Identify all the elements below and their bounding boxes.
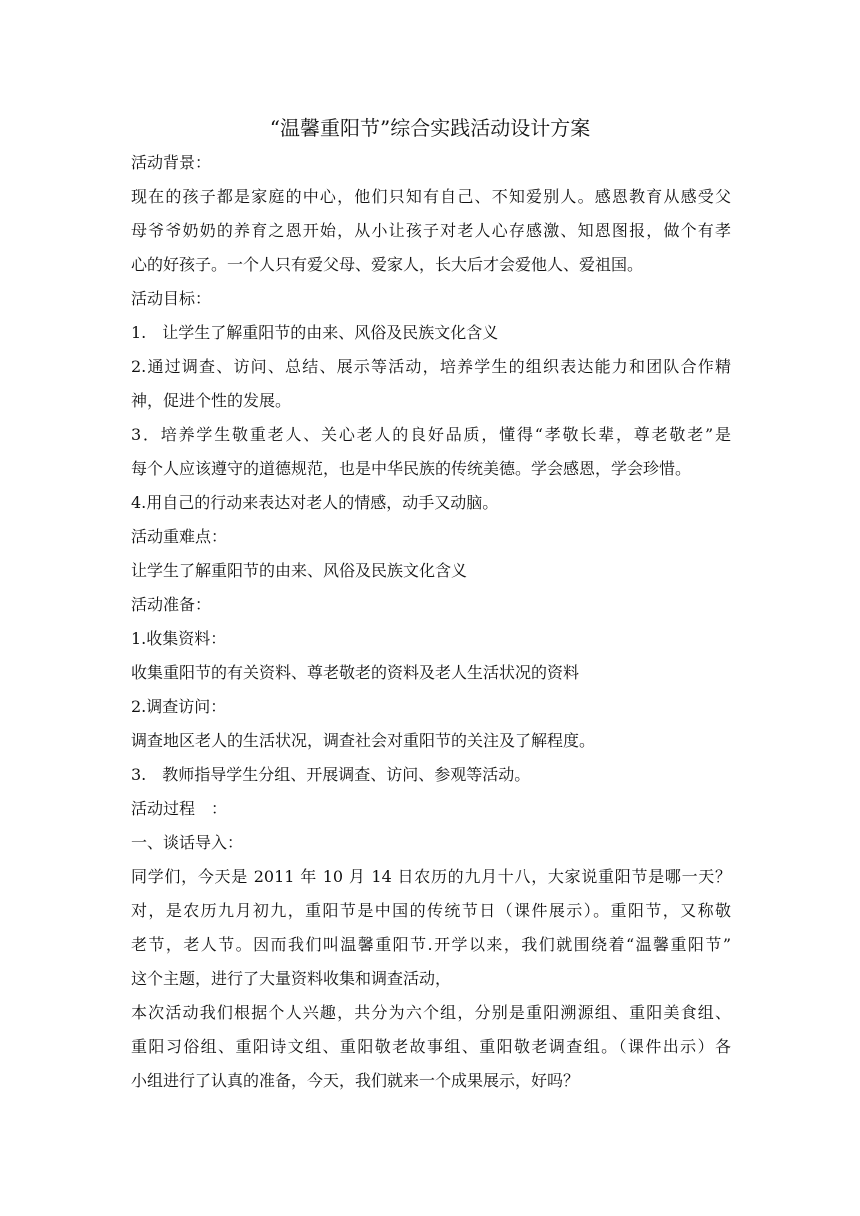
goal-item-2-line: 神，促进个性的发展。 [131,391,292,410]
process-step-1-heading: 一、谈话导入： [131,833,244,852]
key-point-text: 让学生了解重阳节的由来、风俗及民族文化含义 [131,561,468,580]
goal-item-4: 4.用自己的行动来表达对老人的情感，动手又动脑。 [131,493,499,512]
goal-item-2-line: 2.通过调查、访问、总结、展示等活动，培养学生的组织表达能力和团队合作精 [131,357,731,376]
goal-item-3-line: 每个人应该遵守的道德规范，也是中华民族的传统美德。学会感恩，学会珍惜。 [131,459,692,478]
paragraph-line: 重阳习俗组、重阳诗文组、重阳敬老故事组、重阳敬老调查组。（课件出示）各 [131,1037,731,1056]
paragraph-line: 小组进行了认真的准备，今天，我们就来一个成果展示，好吗？ [131,1071,580,1090]
document-title: “温馨重阳节”综合实践活动设计方案 [269,116,591,140]
preparation-item-1-text: 收集重阳节的有关资料、尊老敬老的资料及老人生活状况的资料 [131,663,580,682]
preparation-item-2-heading: 2.调查访问： [131,697,227,716]
paragraph-line: 母爷爷奶奶的养育之恩开始，从小让孩子对老人心存感激、知恩图报，做个有孝 [131,221,731,240]
section-heading-key-points: 活动重难点： [131,527,228,546]
preparation-item-1-heading: 1.收集资料： [131,629,227,648]
paragraph-line: 本次活动我们根据个人兴趣，共分为六个组，分别是重阳溯源组、重阳美食组、 [131,1003,731,1022]
goal-item-1: 1. 让学生了解重阳节的由来、风俗及民族文化含义 [131,323,499,342]
section-heading-preparation: 活动准备： [131,595,212,614]
section-heading-process: 活动过程 ： [131,799,228,818]
paragraph-line: 这个主题，进行了大量资料收集和调查活动， [131,969,452,988]
paragraph-line: 同学们，今天是 2011 年 10 月 14 日农历的九月十八，大家说重阳节是哪一天？ [131,867,731,886]
goal-item-3-line: 3．培养学生敬重老人、关心老人的良好品质，懂得“孝敬长辈，尊老敬老”是 [131,425,731,444]
section-heading-goals: 活动目标： [131,289,212,308]
paragraph-line: 心的好孩子。一个人只有爱父母、爱家人，长大后才会爱他人、爱祖国。 [131,255,644,274]
paragraph-line: 老节，老人节。因而我们叫温馨重阳节.开学以来，我们就围绕着“温馨重阳节” [131,935,731,954]
section-heading-background: 活动背景： [131,153,212,172]
paragraph-line: 对，是农历九月初九，重阳节是中国的传统节日（课件展示）。重阳节，又称敬 [131,901,731,920]
preparation-item-2-text: 调查地区老人的生活状况，调查社会对重阳节的关注及了解程度。 [131,731,596,750]
preparation-item-3: 3. 教师指导学生分组、开展调查、访问、参观等活动。 [131,765,531,784]
paragraph-line: 现在的孩子都是家庭的中心，他们只知有自己、不知爱别人。感恩教育从感受父 [131,187,731,206]
